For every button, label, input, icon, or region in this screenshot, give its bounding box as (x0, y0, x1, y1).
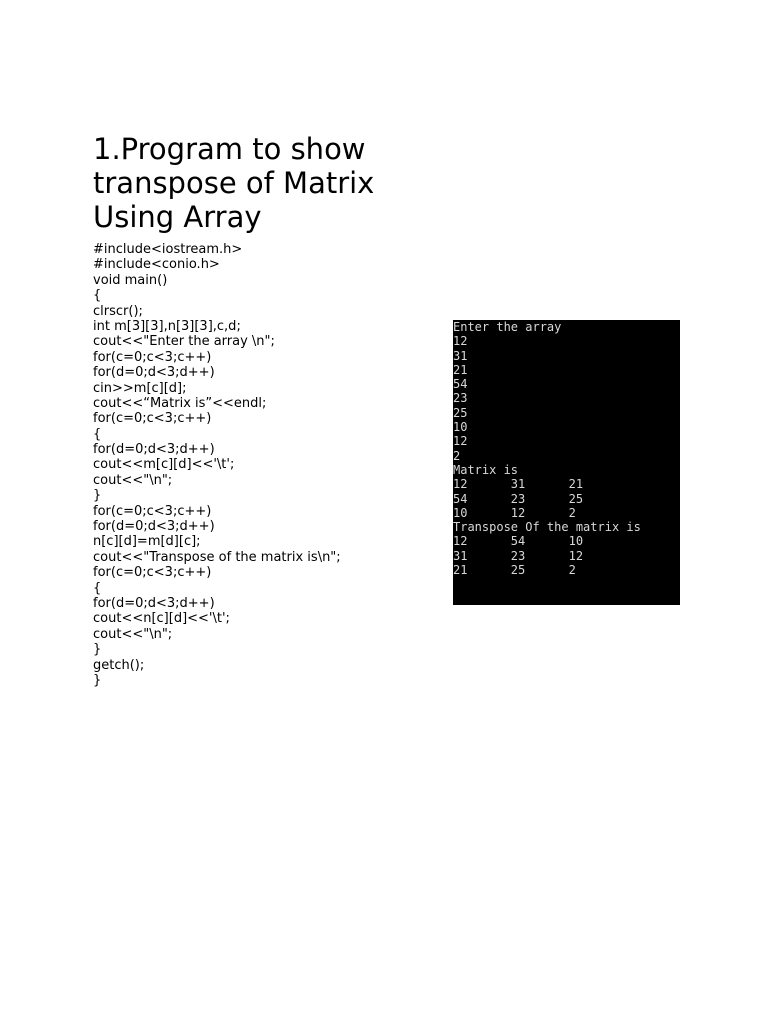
console-line: Transpose Of the matrix is (453, 520, 641, 535)
console-line: 31 (453, 348, 468, 363)
console-line: 12 31 21 (453, 477, 584, 492)
code-line: void main() (93, 272, 168, 288)
console-line: 21 25 2 (453, 563, 576, 578)
console-line: 2 (453, 448, 461, 463)
console-line: 25 (453, 405, 468, 420)
code-line: #include<iostream.h> (93, 242, 243, 257)
page-title (93, 132, 433, 234)
code-line: for(c=0;c<3;c++) (93, 411, 212, 427)
code-line: for(c=0;c<3;c++) (93, 565, 212, 581)
console-line: 12 (453, 434, 468, 449)
code-line: cout<<“Matrix is”<<endl; (93, 395, 267, 411)
title-line: Using Array (93, 200, 262, 234)
console-line: Matrix is (453, 462, 519, 477)
title-line: transpose of Matrix (93, 166, 375, 200)
code-line: getch(); (93, 657, 145, 673)
console-line: 10 12 2 (453, 505, 576, 520)
code-line: for(d=0;d<3;d++) (93, 519, 215, 535)
code-line: n[c][d]=m[d][c]; (93, 534, 201, 550)
console-line: 10 (453, 420, 468, 435)
code-line: for(d=0;d<3;d++) (93, 365, 215, 381)
code-line: } (93, 672, 102, 688)
code-line: } (93, 488, 102, 504)
code-line: cout<<"Enter the array \n"; (93, 334, 275, 350)
console-line: 23 (453, 391, 468, 406)
code-line: } (93, 642, 102, 658)
console-line: 54 23 25 (453, 491, 584, 506)
code-line: cout<<"Transpose of the matrix is\n"; (93, 549, 341, 565)
title-line: 1.Program to show (93, 132, 366, 166)
code-line: for(d=0;d<3;d++) (93, 442, 215, 458)
code-line: { (93, 288, 102, 304)
code-listing (93, 242, 341, 688)
console-line: 54 (453, 377, 468, 392)
code-line: clrscr(); (93, 303, 143, 319)
console-line: 12 (453, 334, 468, 349)
code-line: cout<<"\n"; (93, 626, 173, 642)
console-line: 31 23 12 (453, 548, 584, 563)
code-line: { (93, 580, 102, 596)
code-line: for(c=0;c<3;c++) (93, 349, 212, 365)
console-line: 21 (453, 362, 468, 377)
code-line: int m[3][3],n[3][3],c,d; (93, 318, 241, 334)
code-line: cout<<"\n"; (93, 472, 173, 488)
console-line: 12 54 10 (453, 534, 584, 549)
code-line: #include<conio.h> (93, 257, 220, 273)
code-line: cout<<n[c][d]<<'\t'; (93, 611, 230, 627)
console-output-lines (453, 320, 680, 577)
code-line: for(c=0;c<3;c++) (93, 503, 212, 519)
code-line: for(d=0;d<3;d++) (93, 595, 215, 611)
code-line: cin>>m[c][d]; (93, 380, 187, 396)
console-line: Enter the array (453, 320, 562, 334)
console-output-screenshot (453, 320, 680, 605)
code-line: { (93, 426, 102, 442)
code-line: cout<<m[c][d]<<'\t'; (93, 457, 235, 473)
